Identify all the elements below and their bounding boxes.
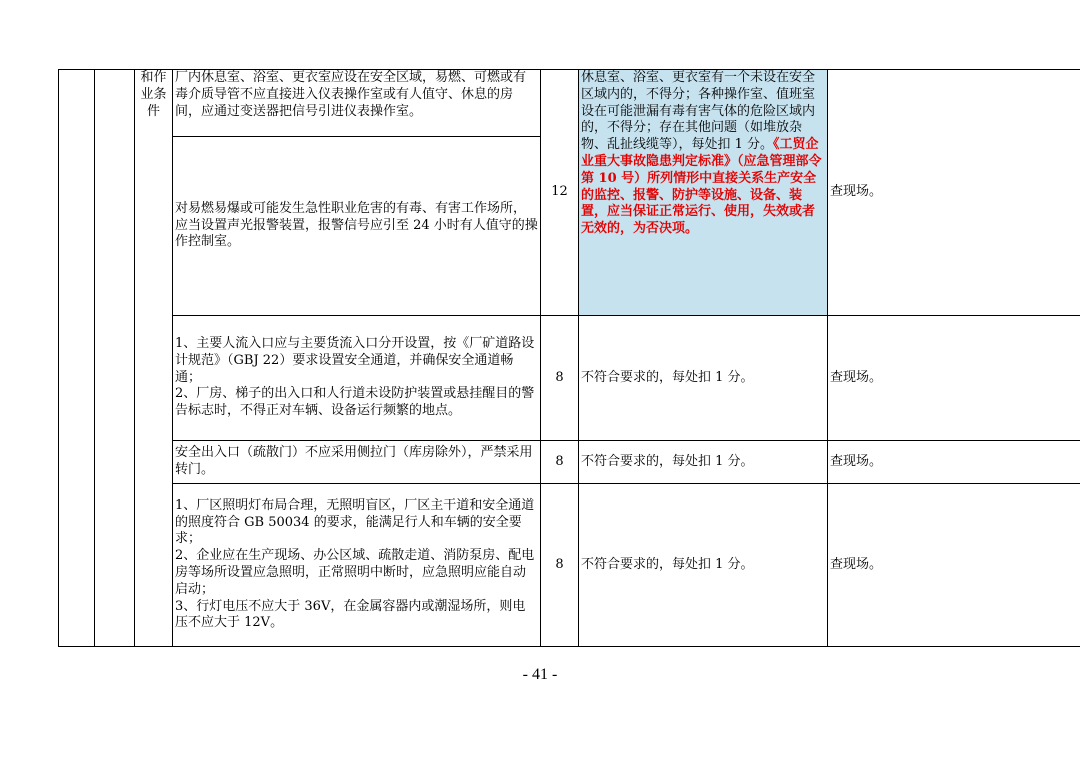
method-cell: 查现场。 (828, 70, 1080, 316)
requirement-cell: 1、主要人流入口应与主要货流入口分开设置，按《厂矿道路设计规范》（GBJ 22）要求设置安全通道，并确保安全通道畅通； 2、厂房、梯子的出入口和人行道未设防护装置或悬挂醒目的警告标志时，不得正对车辆、设备运行频繁的地点。 (173, 316, 541, 441)
criteria-veto-note: 《工贸企业重大事故隐患判定标准》（应急管理部令第 10 号）所列情形中直接关系生产安全的监控、报警、防护等设施、设备、装置，应当保证正常运行、使用，失效或者无效的，为否决项。 (581, 137, 822, 237)
score-cell: 8 (541, 316, 579, 441)
criteria-text: 休息室、浴室、更衣室有一个未设在安全区域内的，不得分；各种操作室、值班室设在可能泄漏有毒有害气体的危险区域内的，不得分；存在其他问题（如堆放杂物、乱扯线缆等），每处扣 1 分。 (581, 70, 816, 153)
requirement-text-b: 对易燃易爆或可能发生急性职业危害的有毒、有害工作场所，应当设置声光报警装置，报警信号应引至 24 小时有人值守的操作控制室。 (175, 200, 538, 250)
index-column-cell (59, 70, 95, 647)
method-cell: 查现场。 (828, 441, 1080, 484)
item-column-cell (95, 70, 135, 647)
score-cell: 8 (541, 484, 579, 647)
requirement-cell: 1、厂区照明灯布局合理，无照明盲区，厂区主干道和安全通道的照度符合 GB 50034 的要求，能满足行人和车辆的安全要求； 2、企业应在生产现场、办公区域、疏散走道、消防泵房、配电房等场所设置应急照明，正常照明中断时，应急照明应能自动启动； 3、行灯电压不应大于 36V，在金属容器内或潮湿场所，则电压不应大于 12V。 (173, 484, 541, 647)
method-cell: 查现场。 (828, 484, 1080, 647)
page-number: - 41 - (522, 666, 558, 683)
category-cell: 和作业条件 (135, 70, 173, 647)
score-cell: 8 (541, 441, 579, 484)
method-cell: 查现场。 (828, 316, 1080, 441)
table-row (59, 70, 1080, 316)
table-row (59, 316, 1080, 441)
criteria-cell: 不符合要求的，每处扣 1 分。 (579, 441, 828, 484)
inspection-standard-table (58, 69, 1080, 647)
requirement-text-a: 厂内休息室、浴室、更衣室应设在安全区域，易燃、可燃或有毒介质导管不应直接进入仪表操作室或有人值守、休息的房间，应通过变送器把信号引进仪表操作室。 (173, 70, 540, 137)
criteria-cell: 不符合要求的，每处扣 1 分。 (579, 484, 828, 647)
criteria-cell (579, 70, 828, 316)
score-cell: 12 (541, 70, 579, 316)
requirement-cell (173, 70, 541, 316)
criteria-cell: 不符合要求的，每处扣 1 分。 (579, 316, 828, 441)
table-row (59, 441, 1080, 484)
table-row (59, 484, 1080, 647)
requirement-cell: 安全出入口（疏散门）不应采用侧拉门（库房除外），严禁采用转门。 (173, 441, 541, 484)
